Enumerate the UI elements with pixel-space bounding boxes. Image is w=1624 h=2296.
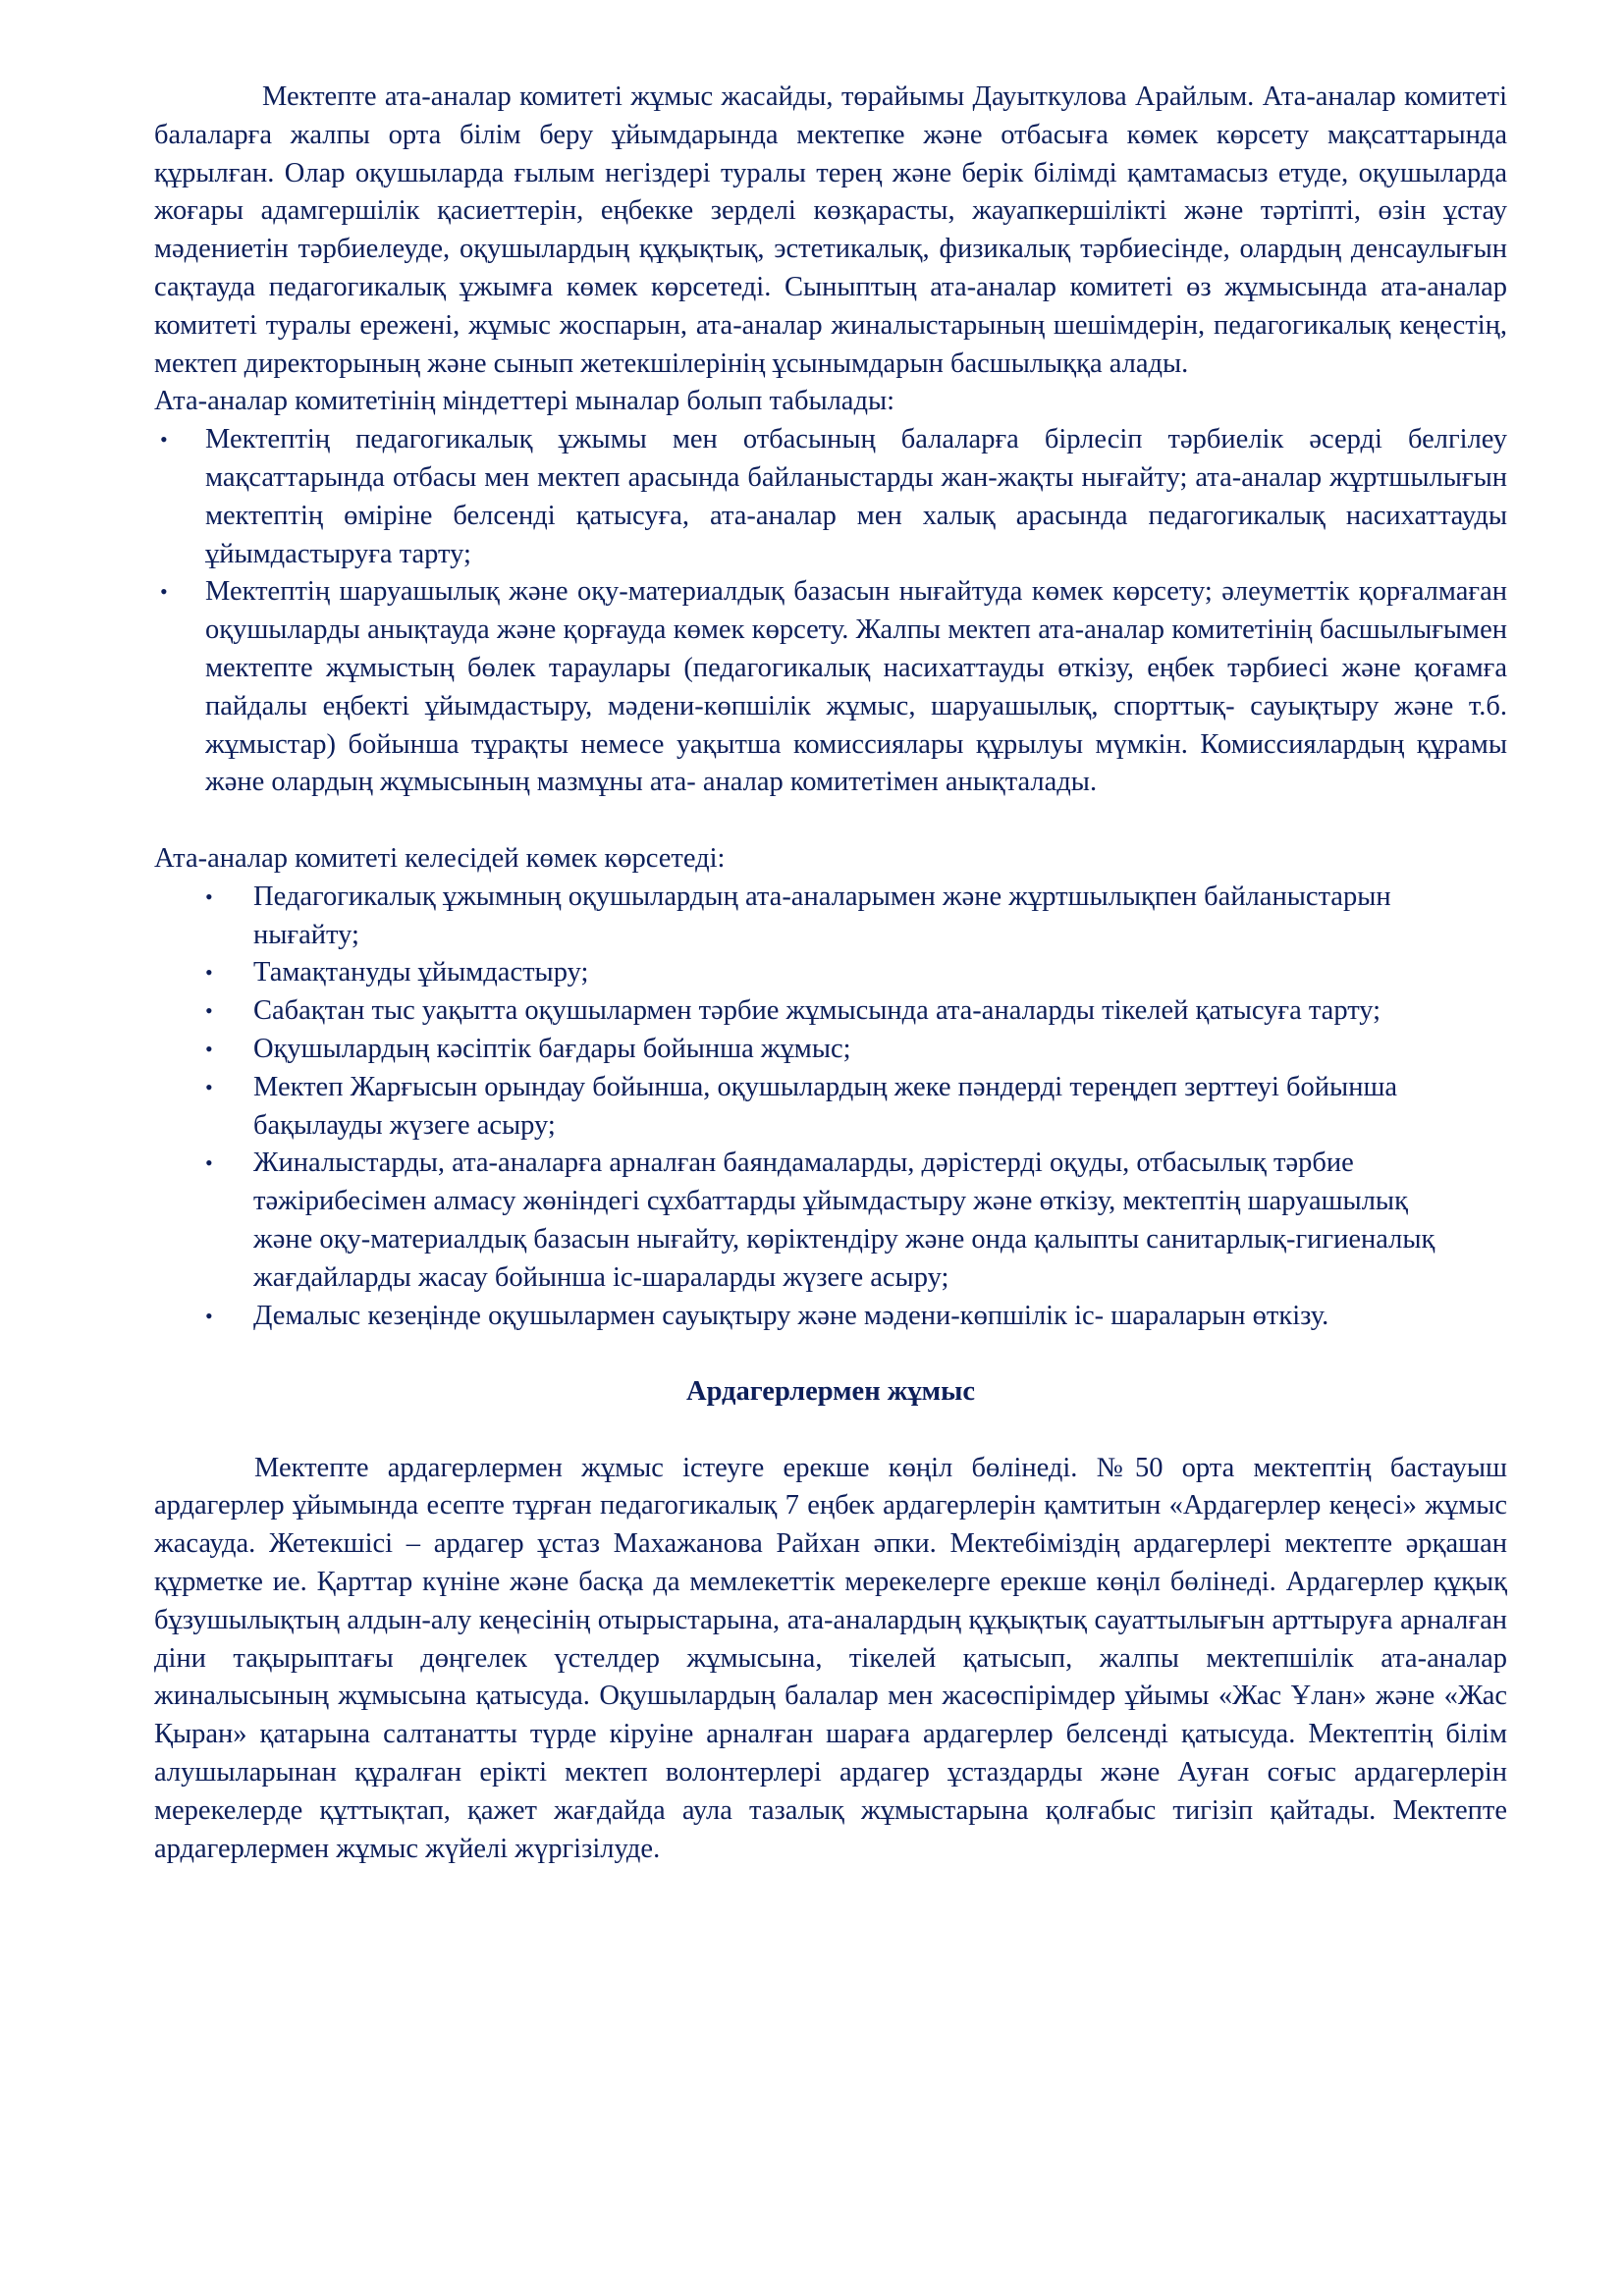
bullet-icon: • — [160, 427, 168, 453]
list-item-text: Мектеп Жарғысын орындау бойынша, оқушылардың жеке пәндерді тереңдеп зерттеуі бойынша бақылауды жүзеге асыру; — [253, 1071, 1398, 1141]
bullet-icon: • — [205, 1303, 213, 1328]
list-item-text: Сабақтан тыс уақытта оқушылармен тәрбие жұмысында ата-аналарды тікелей қатысуға тарту; — [253, 995, 1381, 1027]
duties-list — [154, 421, 1507, 802]
list-item-text: Мектептің педагогикалық ұжымы мен отбасының балаларға бірлесіп тәрбиелік әсерді белгілеу мақсаттарында отбасы мен мектеп арасында байланыстарды жан-жақты нығайту; ата-аналар жұртшылығын мектептің өміріне белсенді қатысуға, ата-аналар мен халық арасында педагогикалық насихаттауды ұйымдастыруға тарту; — [205, 424, 1507, 569]
bullet-icon: • — [205, 1074, 213, 1099]
spacer — [154, 802, 1507, 840]
list-item — [154, 421, 1507, 573]
list-item-text: Тамақтануды ұйымдастыру; — [253, 957, 589, 988]
spacer — [154, 1335, 1507, 1373]
list-item — [154, 573, 1507, 802]
list-item — [154, 1145, 1507, 1297]
bullet-icon: • — [205, 998, 213, 1024]
bullet-icon: • — [205, 1150, 213, 1176]
document-page — [154, 79, 1507, 1868]
bullet-icon: • — [205, 1036, 213, 1061]
list-item-text: Жиналыстарды, ата-аналарға арналған баяндамаларды, дәрістерді оқуды, отбасылық тәрбие тәжірибесімен алмасу жөніндегі сұхбаттарды ұйымдастыру және өткізу, мектептің шаруашылық және оқу-материалдық базасын нығайту, көріктендіру және онда қалыпты санитарлық-гигиеналық жағдайларды жасау бойынша іс-шараларды жүзеге асыру; — [253, 1148, 1435, 1293]
duties-intro: Ата-аналар комитетінің міндеттері мыналар болып табылады: — [154, 386, 895, 417]
list-item — [154, 992, 1507, 1031]
list-item — [154, 1069, 1507, 1146]
list-item-text: Демалыс кезеңінде оқушылармен сауықтыру және мәдени-көпшілік іс- шараларын өткізу. — [253, 1300, 1329, 1331]
veterans-paragraph: Мектепте ардагерлермен жұмыс істеуге ерекше көңіл бөлінеді. №50 орта мектептің бастауыш ардагерлер ұйымында есепте тұрған педагогикалық 7 еңбек ардагерлерін қамтитын «Ардагерлер кеңесі» жұмыс жасауда. Жетекшісі – ардагер ұстаз Махажанова Райхан әпки. Мектебіміздің ардагерлері мектепте әрқашан құрметке ие. Қарттар күніне және басқа да мемлекеттік мерекелерге ерекше көңіл бөлінеді. Ардагерлер құқық бұзушылықтың алдын-алу кеңесінің отырыстарына, ата-аналардың құқықтық сауаттылығын арттыруға арналған діни тақырыптағы дөңгелек үстелдер жұмысына, тікелей қатысып, жалпы мектепшілік ата-аналар жиналысының жұмысына қатысуда. Оқушылардың балалар мен жасөспірімдер ұйымы «Жас Ұлан» және «Жас Қыран» қатарына салтанатты түрде кіруіне арналған шараға ардагерлер белсенді қатысуда. Мектептің білім алушыларынан құралған ерікті мектеп волонтерлері ардагер ұстаздарды және Ауған соғыс ардагерлерін мерекелерде құттықтап, қажет жағдайда аула тазалық жұмыстарына қолғабыс тигізіп қайтады. Мектепте ардагерлермен жұмыс жүйелі жүргізілуде. — [154, 1452, 1507, 1864]
list-item — [154, 1031, 1507, 1069]
bullet-icon: • — [205, 960, 213, 986]
section-heading-veterans: Ардагерлермен жұмыс — [686, 1376, 975, 1408]
bullet-icon: • — [205, 883, 213, 909]
spacer — [154, 1412, 1507, 1450]
list-item-text: Мектептің шаруашылық және оқу-материалдық базасын нығайтуда көмек көрсету; әлеуметтік қорғалмаған оқушыларды анықтауда және қорғауда көмек көрсету. Жалпы мектеп ата-аналар комитетінің басшылығымен мектепте жұмыстың бөлек тараулары (педагогикалық насихаттауды өткізу, еңбек тәрбиесі және қоғамға пайдалы еңбекті ұйымдастыру, мәдени-көпшілік жұмыс, шаруашылық, спорттық- сауықтыру және т.б. жұмыстар) бойынша тұрақты немесе уақытша комиссиялары құрылуы мүмкін. Комиссиялардың құрамы және олардың жұмысының мазмұны ата- аналар комитетімен анықталады. — [205, 576, 1507, 798]
list-item-text: Педагогикалық ұжымның оқушылардың ата-аналарымен және жұртшылықпен байланыстарын нығайту; — [253, 881, 1391, 950]
bullet-icon: • — [160, 579, 168, 605]
list-item — [154, 954, 1507, 992]
help-intro: Ата-аналар комитеті келесідей көмек көрсетеді: — [154, 842, 726, 874]
list-item — [154, 879, 1507, 955]
committee-paragraph: Мектепте ата-аналар комитеті жұмыс жасайды, төрайымы Дауыткулова Арайлым. Ата-аналар комитеті балаларға жалпы орта білім беру ұйымдарында мектепке және отбасыға көмек көрсету мақсаттарында құрылған. Олар оқушыларда ғылым негіздері туралы терең және берік білімді қамтамасыз етуде, оқушыларда жоғары адамгершілік қасиеттерін, еңбекке зерделі көзқарасты, жауапкершілікті және тәртіпті, өзін ұстау мәдениетін тәрбиелеуде, оқушылардың құқықтық, эстетикалық, физикалық тәрбиесінде, олардың денсаулығын сақтауда педагогикалық ұжымға көмек көрсетеді. Сыныптың ата-аналар комитеті өз жұмысында ата-аналар комитеті туралы ережені, жұмыс жоспарын, ата-аналар жиналыстарының шешімдерін, педагогикалық кеңестің, мектеп директорының және сынып жетекшілерінің ұсынымдарын басшылыққа алады. — [154, 81, 1507, 379]
list-item-text: Оқушылардың кәсіптік бағдары бойынша жұмыс; — [253, 1033, 851, 1064]
list-item — [154, 1298, 1507, 1336]
help-list — [154, 879, 1507, 1336]
